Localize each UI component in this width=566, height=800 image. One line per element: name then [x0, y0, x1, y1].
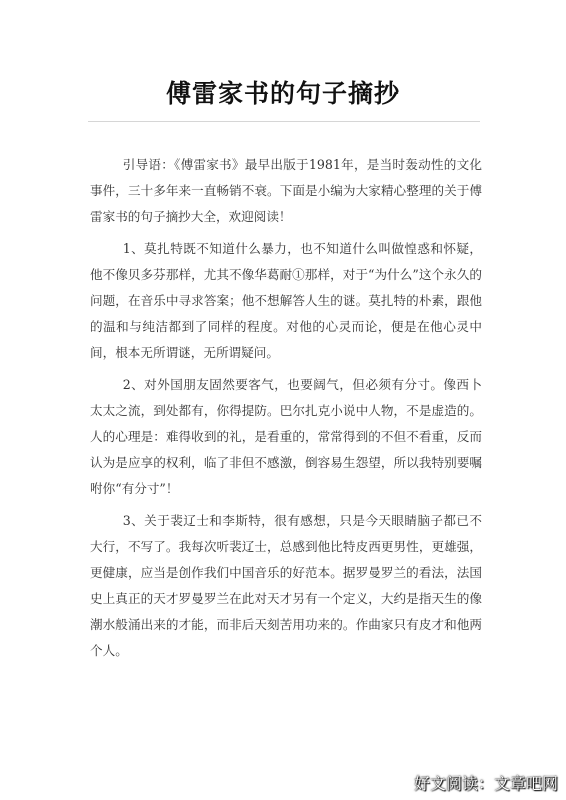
site-watermark: 好文阅读：文章吧网	[413, 774, 558, 793]
quote-paragraph-1: 1、莫扎特既不知道什么暴力，也不知道什么叫做惶惑和怀疑，他不像贝多芬那样，尤其不像华葛耐①那样，对于“为什么”这个永久的问题，在音乐中寻求答案；他不想解答人生的谜。莫扎特的朴素，跟他的温和与纯洁都到了同样的程度。对他的心灵而论，便是在他心灵中间，根本无所谓谜，无所谓疑问。	[90, 241, 482, 360]
title-divider	[88, 121, 480, 122]
quote-paragraph-2: 2、对外国朋友固然要客气，也要阔气，但必须有分寸。像西卜太太之流，到处都有，你得提防。巴尔扎克小说中人物，不是虚造的。人的心理是：难得收到的礼，是看重的，常常得到的不但不看重，反而认为是应享的权利，临了非但不感激，倒容易生怨望，所以我特别要嘱咐你“有分寸”！	[90, 377, 482, 496]
quote-paragraph-3: 3、关于裴辽士和李斯特，很有感想，只是今天眼睛脑子都已不大行，不写了。我每次听裴辽士，总感到他比特皮西更男性，更雄强，更健康，应当是创作我们中国音乐的好范本。据罗曼罗兰的看法，法国史上真正的天才罗曼罗兰在此对天才另有一个定义，大约是指天生的像潮水般涌出来的才能，而非后天刻苦用功来的。作曲家只有皮才和他两个人。	[90, 513, 482, 658]
page-title: 傅雷家书的句子摘抄	[165, 79, 400, 108]
intro-paragraph: 引导语：《傅雷家书》最早出版于1981年，是当时轰动性的文化事件，三十多年来一直畅销不衰。下面是小编为大家精心整理的关于傅雷家书的句子摘抄大全，欢迎阅读！	[90, 157, 482, 224]
article-body	[90, 152, 482, 670]
